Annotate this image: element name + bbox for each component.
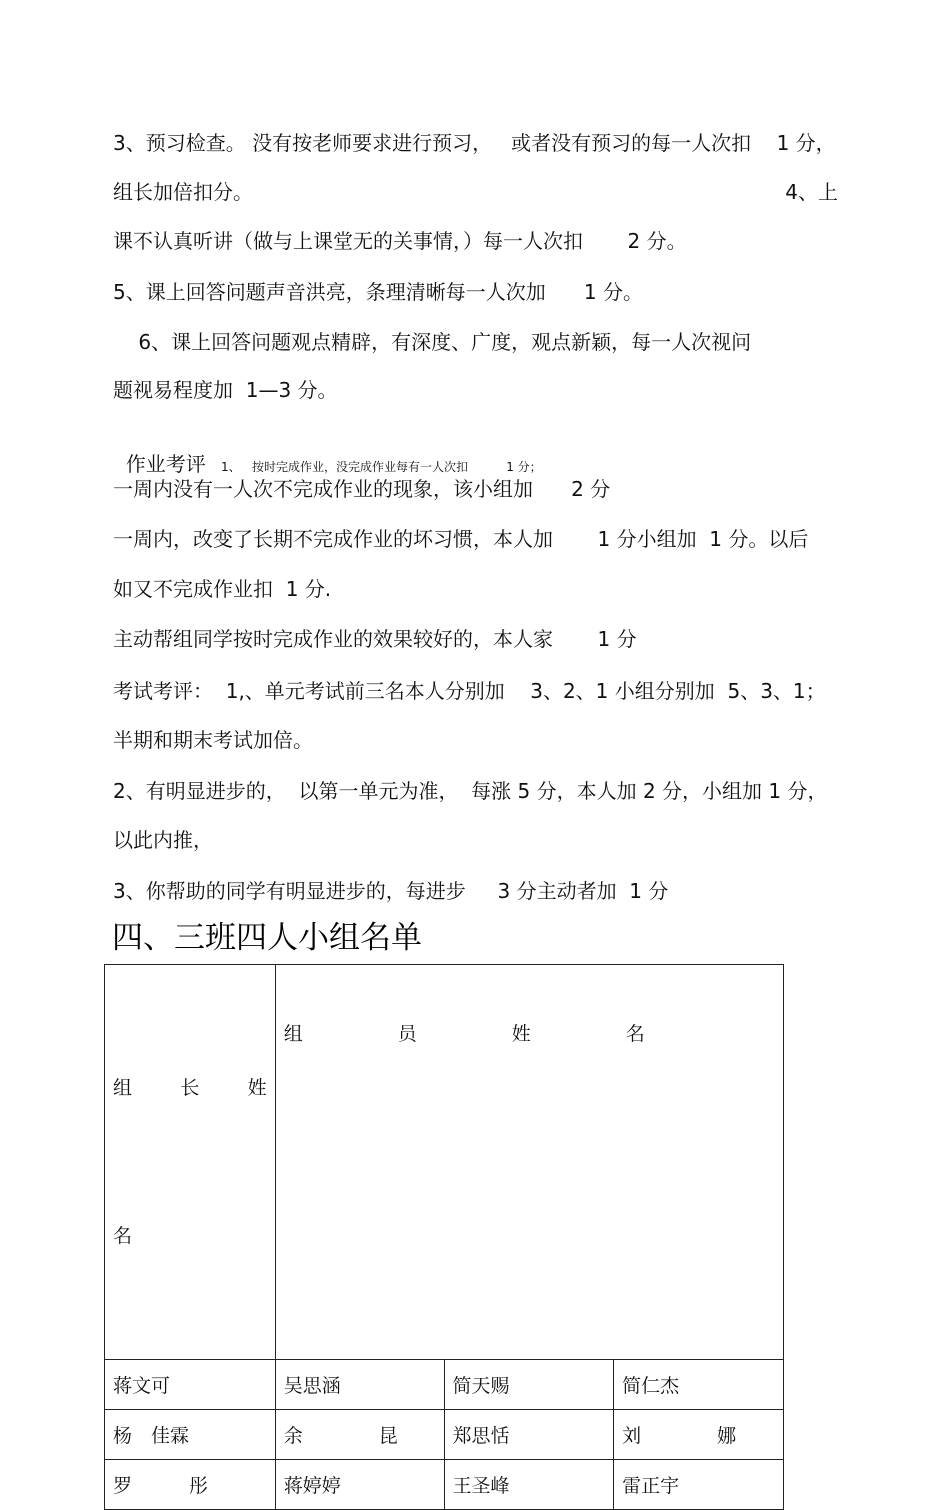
homework-title: 作业考评 <box>125 452 206 476</box>
paragraph-item-4-start: 4、上 <box>785 180 838 204</box>
member-cell: 简天赐 <box>444 1360 614 1410</box>
header-members-cell <box>275 965 783 1360</box>
homework-rule-1: 1、 按时完成作业，没完成作业每有一人次扣 1 分； <box>205 460 542 474</box>
paragraph-listening: 课不认真听讲（做与上课堂无的关事情，）每一人次扣 2 分。 <box>113 229 687 253</box>
homework-section <box>113 428 542 479</box>
homework-rule-week: 一周内没有一人次不完成作业的现象，该小组加 2 分 <box>113 477 611 501</box>
homework-rule-habit: 一周内，改变了长期不完成作业的坏习惯，本人加 1 分小组加 1 分。以后 <box>113 527 809 551</box>
member-cell: 王圣峰 <box>444 1460 614 1510</box>
paragraph-preview-check: 3、预习检查。 没有按老师要求进行预习， 或者没有预习的每一人次扣 1 分， <box>113 131 836 155</box>
header-leader-cell <box>105 965 276 1360</box>
member-cell: 雷正宇 <box>614 1460 784 1510</box>
member-cell: 刘 娜 <box>614 1410 784 1460</box>
exam-rule-2: 2、有明显进步的， 以第一单元为准， 每涨 5 分，本人加 2 分，小组加 1 分， <box>113 779 828 803</box>
homework-rule-habit-cont: 如又不完成作业扣 1 分. <box>113 577 332 601</box>
table-row <box>105 1410 784 1460</box>
leader-cell: 蒋文可 <box>105 1360 276 1410</box>
header-members-text: 组 员 姓 名 <box>283 1023 645 1045</box>
exam-rule-1: 考试考评： 1,、单元考试前三名本人分别加 3、2、1 小组分别加 5、3、1； <box>113 679 826 703</box>
member-cell: 郑思恬 <box>444 1410 614 1460</box>
section-heading: 四、三班四人小组名单 <box>112 920 422 956</box>
leader-cell: 杨 佳霖 <box>105 1410 276 1460</box>
paragraph-answer-voice: 5、课上回答问题声音洪亮，条理清晰每一人次加 1 分。 <box>113 280 643 304</box>
member-cell: 简仁杰 <box>614 1360 784 1410</box>
table-row <box>105 1360 784 1410</box>
exam-rule-1-cont: 半期和期末考试加倍。 <box>113 728 313 752</box>
leader-cell: 罗 彤 <box>105 1460 276 1510</box>
header-leader-text: 组 长 姓 <box>113 1077 267 1099</box>
paragraph-answer-insight: 6、课上回答问题观点精辟，有深度、广度，观点新颖，每一人次视问 <box>113 330 752 354</box>
member-cell: 余 昆 <box>275 1410 444 1460</box>
exam-rule-2-cont: 以此内推， <box>113 828 213 852</box>
group-table <box>104 964 784 1510</box>
paragraph-answer-insight-cont: 题视易程度加 1—3 分。 <box>113 378 338 402</box>
table-row <box>105 1460 784 1510</box>
exam-rule-3: 3、你帮助的同学有明显进步的，每进步 3 分主动者加 1 分 <box>113 879 669 903</box>
header-leader-text-2: 名 <box>113 1225 133 1247</box>
member-cell: 吴思涵 <box>275 1360 444 1410</box>
table-header-row <box>105 965 784 1360</box>
member-cell: 蒋婷婷 <box>275 1460 444 1510</box>
paragraph-leader-double: 组长加倍扣分。 <box>113 180 253 204</box>
homework-rule-help: 主动帮组同学按时完成作业的效果较好的，本人家 1 分 <box>113 627 637 651</box>
